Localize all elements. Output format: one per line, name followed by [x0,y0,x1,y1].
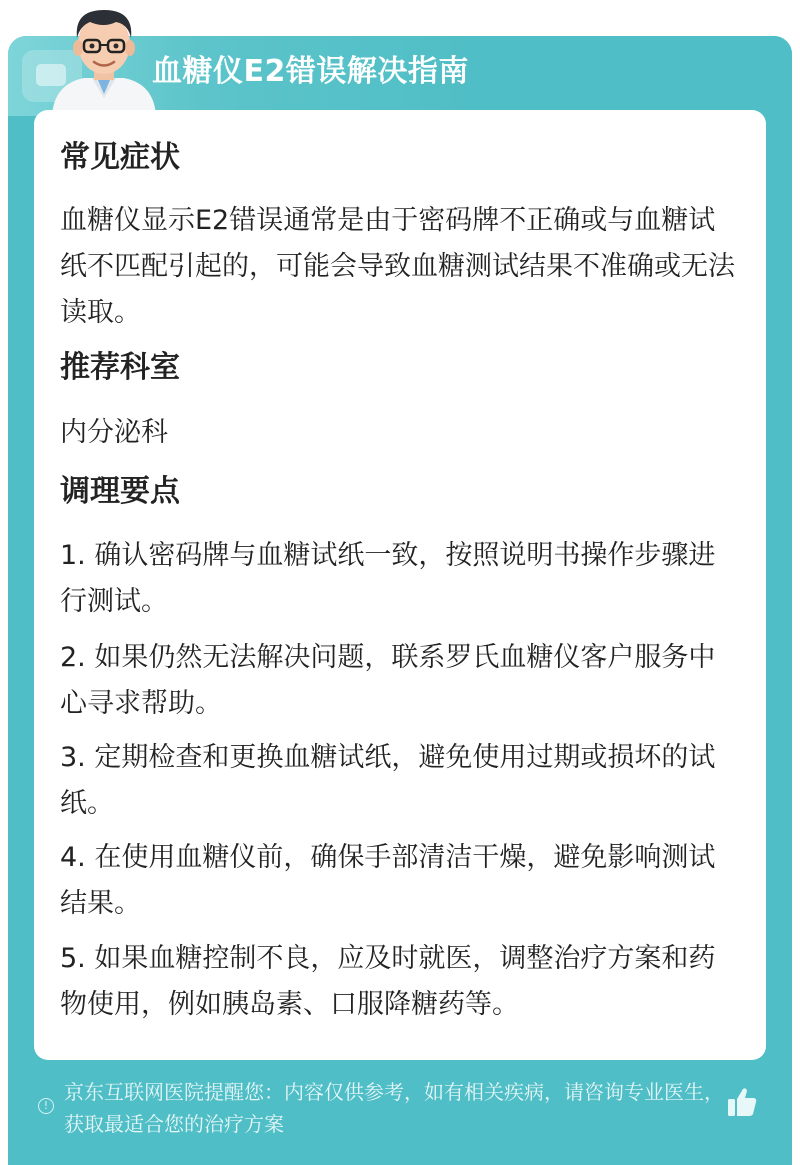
section-heading-care: 调理要点 [60,474,180,509]
care-item: 5. 如果血糖控制不良，应及时就医，调整治疗方案和药物使用，例如胰岛素、口服降糖药等。 [60,943,716,1020]
section-heading-symptoms: 常见症状 [60,140,180,175]
disclaimer-text: 京东互联网医院提醒您：内容仅供参考，如有相关疾病，请咨询专业医生，获取最适合您的治疗方案 [64,1080,724,1136]
symptoms-text: 血糖仪显示E2错误通常是由于密码牌不正确或与血糖试纸不匹配引起的，可能会导致血糖测试结果不准确或无法读取。 [60,205,735,328]
care-item: 1. 确认密码牌与血糖试纸一致，按照说明书操作步骤进行测试。 [60,540,716,617]
department-text: 内分泌科 [60,417,168,448]
doctor-avatar [44,2,164,116]
page-title: 血糖仪E2错误解决指南 [152,54,469,89]
info-icon: ! [38,1098,54,1114]
thumbs-up-icon[interactable] [724,1084,760,1120]
section-heading-department: 推荐科室 [60,350,180,385]
care-item: 2. 如果仍然无法解决问题，联系罗氏血糖仪客户服务中心寻求帮助。 [60,642,716,719]
care-item: 4. 在使用血糖仪前，确保手部清洁干燥，避免影响测试结果。 [60,842,716,919]
care-item: 3. 定期检查和更换血糖试纸，避免使用过期或损坏的试纸。 [60,742,716,819]
